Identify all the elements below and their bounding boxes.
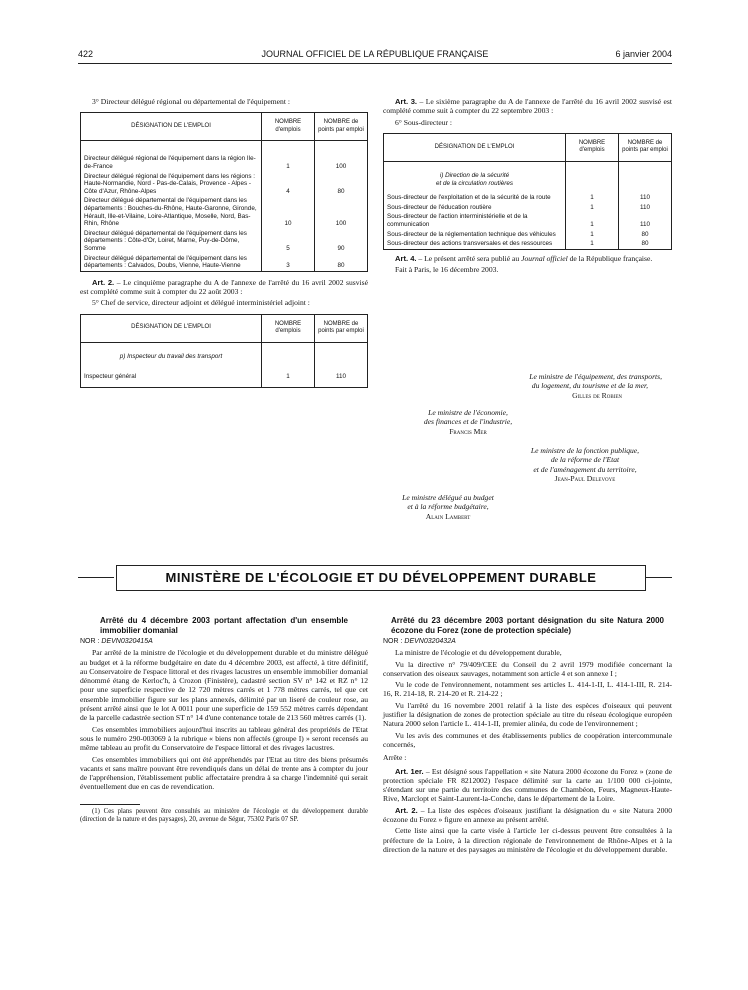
- col-designation: DÉSIGNATION DE L'EMPLOI: [81, 113, 262, 141]
- left-top-column: [80, 97, 368, 388]
- ministry-banner: MINISTÈRE DE L'ÉCOLOGIE ET DU DÉVELOPPEMENT DURABLE: [116, 565, 646, 591]
- left-bottom-column: [80, 616, 368, 826]
- paragraph: Vu le code de l'environnement, notamment ses articles L. 414-1-II, L. 414-1-III, R. 214-16, R. 214-18, R. 214-20 et R. 214-22 ;: [383, 680, 672, 699]
- table-row: Inspecteur général 1 110: [81, 372, 368, 387]
- paragraph: La ministre de l'écologie et du développement durable,: [395, 648, 562, 658]
- col-nombre-emplois: NOMBRE d'emplois: [262, 113, 315, 141]
- signature-1: Le ministre de l'équipement, des transports, du logement, du tourisme et de la mer, Gilles de Robien: [529, 372, 662, 400]
- table-row: Directeur délégué départemental de l'équipement dans les départements : Côte-d'Or, Loiret, Marne, Puy-de-Dôme, Somme 5 90: [81, 229, 368, 254]
- table-directeurs: [80, 112, 368, 272]
- article-3: Art. 3. – Le sixième paragraphe du A de l'annexe de l'arrêté du 16 avril 2002 susvisé est complété comme suit à compter du 22 septembre 2003 :: [383, 97, 672, 116]
- paragraph: Par arrêté de la ministre de l'écologie et du développement durable et du ministre délégué au budget et à la réforme budgétaire en date du 4 décembre 2003, est affecté, à titre définitif, au Conservatoire de l'espace littoral et des rivages lacustres un ensemble immobilier domanial dénommé étang de Kerloc'h, à Crozon (Finistère), cadastré section SV n° 142 et RZ n° 12 pour une superficie respective de 12 720 mètres carrés et 1 778 mètres carrés, tel que cet ensemble immobilier figure sur les plans annexés, délimité par un liseré de couleur rose, au présent arrêté ainsi que le lot A 0011 pour une superficie de 159 552 mètres carrés dépendant de la parcelle cadastrée section ST n° 14 d'une contenance totale de 213 560 mètres carrés (1).: [80, 648, 368, 723]
- paragraph: Cette liste ainsi que la carte visée à l'article 1er ci-dessus peuvent être consultées à la préfecture de la Loire, à la direction régionale de l'environnement de Rhône-Alpes et à la direction de la nature et des paysages au ministère de l'écologie et du développement durable.: [383, 826, 672, 854]
- table-section-row: p) Inspecteur du travail des transport: [81, 342, 368, 372]
- header-rule: [78, 63, 672, 64]
- table-sous-directeurs: DÉSIGNATION DE L'EMPLOI NOMBRE d'emplois NOMBRE de points par emploi i) Direction de la sécurité et de la circulation routières Sous-directeur de l'exploitation et de la sécurité de la route 1 110 Sous-directeur de l'éducation routière 1 110 Sous-directeur de l'action interministérielle et de la communication 1 110 Sous-directeur de la réglementation technique des véhicules 1 80 Sous-directeur des actions transversales et des ressources 1 80: [383, 133, 672, 250]
- issue-date: 6 janvier 2004: [615, 49, 672, 59]
- journal-title: JOURNAL OFFICIEL DE LA RÉPUBLIQUE FRANÇAISE: [261, 49, 489, 59]
- paragraph: Vu les avis des communes et des établissements publics de coopération intercommunale concernés,: [383, 730, 672, 749]
- intro-5: 5° Chef de service, directeur adjoint et délégué interministériel adjoint :: [92, 298, 310, 308]
- article-2-natura: Art. 2. – La liste des espèces d'oiseaux justifiant la désignation du « site Natura 2000 écozone du Forez » figure en annexe au présent arrêté.: [383, 805, 672, 825]
- fait-a-paris: Fait à Paris, le 16 décembre 2003.: [395, 265, 499, 275]
- signature-4: Le ministre délégué au budget et à la réforme budgétaire, Alain Lambert: [402, 493, 494, 521]
- right-top-column: [383, 97, 672, 276]
- right-bottom-column: [383, 616, 672, 856]
- nor-2: NOR : DEVN0320432A: [383, 638, 456, 645]
- table-chef-service: DÉSIGNATION DE L'EMPLOI NOMBRE d'emplois NOMBRE de points par emploi p) Inspecteur du travail des transport Inspecteur général 1 110: [80, 314, 368, 388]
- col-nombre-points: NOMBRE de points par emploi: [315, 113, 368, 141]
- table-row: Directeur délégué départemental de l'équipement dans les départements : Bouches-du-Rhône, Haute-Garonne, Gironde, Hérault, Ille-et-Vilaine, Loire-Atlantique, Moselle, Nord, Bas-Rhin, Rhône 10 100: [81, 196, 368, 228]
- arrete-label: Arrête :: [383, 753, 407, 763]
- article-2: Art. 2. – Le cinquième paragraphe du A de l'annexe de l'arrêté du 16 avril 2002 susvisé est complété comme suit à compter du 22 août 2003 :: [80, 277, 368, 297]
- nor-1: NOR : DEVN0320415A: [80, 638, 153, 645]
- table-row: Sous-directeur de la réglementation technique des véhicules 1 80: [384, 230, 672, 240]
- table-row: Sous-directeur de l'éducation routière 1 110: [384, 203, 672, 213]
- paragraph: Vu la directive n° 79/409/CEE du Conseil du 2 avril 1979 modifiée concernant la conservation des oiseaux sauvages, notamment son article 4 et son annexe I ;: [383, 659, 672, 678]
- table-row: Directeur délégué départemental de l'équipement dans les départements : Calvados, Doubs, Vienne, Haute-Vienne 3 80: [81, 254, 368, 272]
- intro-3: 3° Directeur délégué régional ou départemental de l'équipement :: [92, 97, 290, 106]
- footnote-rule: [80, 804, 140, 805]
- footnote: (1) Ces plans peuvent être consultés au ministère de l'écologie et du développement durable (direction de la nature et des paysages), 20, avenue de Ségur, 75302 Paris 07 SP.: [80, 807, 368, 823]
- signature-3: Le ministre de la fonction publique, de la réforme de l'Etat et de l'aménagement du territoire, Jean-Paul Delevoye: [530, 446, 640, 483]
- signature-2: Le ministre de l'économie, des finances et de l'industrie, Francis Mer: [423, 408, 513, 436]
- paragraph: Ces ensembles immobiliers qui ont été appréhendés par l'Etat au titre des biens présumés vacants et sans maître pouvant être revendiqués dans un délai de trente ans à compter du jour de l'appréhension, l'établissement public affectataire prendra à sa charge l'indemnité qui serait éventuellement due en cas de revendication.: [80, 754, 368, 792]
- arrete-title-2: Arrêté du 23 décembre 2003 portant désignation du site Natura 2000 écozone du Forez (zone de protection spéciale): [391, 616, 664, 635]
- page-header: [78, 50, 672, 64]
- article-4: Art. 4. – Le présent arrêté sera publié au Journal officiel de la République française.: [395, 253, 653, 263]
- article-1er: Art. 1er. – Est désigné sous l'appellation « site Natura 2000 écozone du Forez » (zone de protection spéciale FR 8212002) l'espace délimité sur la carte au 1/100 000 ci-jointe, s'étendant sur une partie du territoire des communes de Chambéon, Feurs, Magneux-Haute-Rive, Marclopt et Saint-Laurent-la-Conche, dans le département de la Loire.: [383, 766, 673, 804]
- table-row: Sous-directeur de l'action interministérielle et de la communication 1 110: [384, 212, 672, 229]
- table-section-row: i) Direction de la sécurité et de la circulation routières: [384, 162, 672, 194]
- table-row: Sous-directeur des actions transversales et des ressources 1 80: [384, 239, 672, 249]
- paragraph: Vu l'arrêté du 16 novembre 2001 relatif à la liste des espèces d'oiseaux qui peuvent justifier la désignation de zones de protection spéciale au titre du réseau écologique européen Natura 2000 selon l'article L. 414-1-II, premier alinéa, du code de l'environnement ;: [383, 700, 672, 729]
- table-row: Directeur délégué régional de l'équipement dans la région Ile-de-France 1 100: [81, 141, 368, 172]
- paragraph: Ces ensembles immobiliers aujourd'hui inscrits au tableau général des propriétés de l'Etat sous le numéro 290-003069 à la rubrique « biens non affectés (groupe I) » seront recensés au même tableau au profit du Conservatoire de l'espace littoral et des rivages lacustres.: [80, 724, 368, 753]
- arrete-title-1: Arrêté du 4 décembre 2003 portant affectation d'un ensemble immobilier domanial: [100, 616, 348, 635]
- intro-6: 6° Sous-directeur :: [395, 117, 453, 127]
- table-row: Sous-directeur de l'exploitation et de la sécurité de la route 1 110: [384, 193, 672, 203]
- table-row: Directeur délégué régional de l'équipement dans les régions : Haute-Normandie, Nord - Pas-de-Calais, Provence - Alpes - Côte d'Azur, Rhône-Alpes 4 80: [81, 172, 368, 197]
- page-number: 422: [78, 49, 94, 59]
